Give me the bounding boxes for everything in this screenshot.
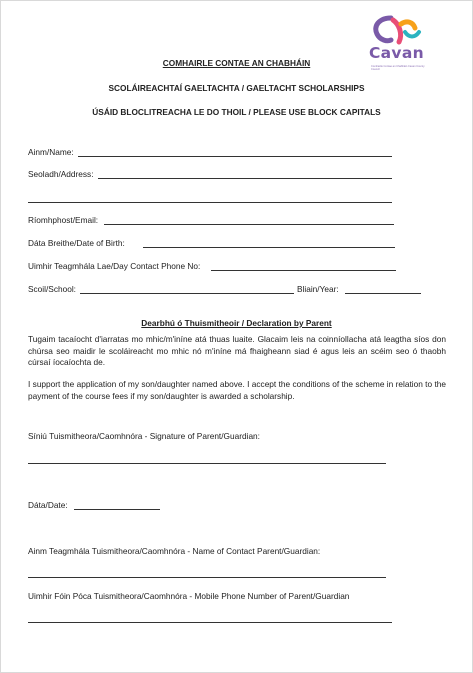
phone-field[interactable] [211, 270, 396, 271]
block-capitals-instruction: ÚSÁID BLOCLITREACHA LE DO THOIL / PLEASE USE BLOCK CAPITALS [92, 107, 381, 117]
school-label: Scoil/School: [28, 284, 76, 294]
school-field[interactable] [80, 293, 294, 294]
council-title: COMHAIRLE CONTAE AN CHABHÁIN [162, 58, 311, 68]
mobile-label: Uimhir Fóin Póca Tuismitheora/Caomhnóra - Mobile Phone Number of Parent/Guardian [28, 591, 350, 601]
declaration-english-text: I support the application of my son/daughter named above. I accept the conditions of the scheme in relation to the payment of the course fees if my son/daughter is awarded a scholarship. [28, 379, 446, 401]
email-label: Ríomhphost/Email: [28, 215, 99, 225]
cavan-logo-mark-icon [369, 14, 427, 48]
phone-label: Uimhir Teagmhála Lae/Day Contact Phone No: [28, 261, 201, 271]
mobile-field[interactable] [28, 622, 392, 623]
contact-name-field[interactable] [28, 577, 386, 578]
logo-tagline: Comhairle Contae an Chabháin Cavan County Council [371, 65, 425, 72]
date-field[interactable] [74, 509, 160, 510]
name-label: Ainm/Name: [28, 147, 74, 157]
declaration-irish-text: Tugaim tacaíocht d'iarratas mo mhic/m'iníne atá thuas luaite. Glacaim leis na coinníollacha atá leagtha síos don chúrsa seo maidir le scoláireacht mo mhic nó m'iníne má fhaigheann siad é agus leis an scéim seo ó thaobh cúrsaí íocaíochta de. [28, 334, 446, 367]
address-label: Seoladh/Address: [28, 169, 94, 179]
logo-word: Cavan [369, 44, 424, 62]
signature-label: Síniú Tuismitheora/Caomhnóra - Signature of Parent/Guardian: [28, 431, 260, 441]
address-field-line-1[interactable] [98, 178, 392, 179]
year-label: Bliain/Year: [297, 284, 339, 294]
dob-label: Dáta Breithe/Date of Birth: [28, 238, 125, 248]
email-field[interactable] [104, 224, 394, 225]
dob-field[interactable] [143, 247, 395, 248]
name-field[interactable] [78, 156, 392, 157]
year-field[interactable] [345, 293, 421, 294]
contact-name-label: Ainm Teagmhála Tuismitheora/Caomhnóra - Name of Contact Parent/Guardian: [28, 546, 321, 556]
address-field-line-2[interactable] [28, 202, 392, 203]
signature-field[interactable] [28, 463, 386, 464]
date-label: Dáta/Date: [28, 500, 68, 510]
scholarships-title: SCOLÁIREACHTAÍ GAELTACHTA / GAELTACHT SCHOLARSHIPS [108, 83, 365, 93]
declaration-title: Dearbhú ó Thuismitheoir / Declaration by Parent [141, 318, 332, 328]
